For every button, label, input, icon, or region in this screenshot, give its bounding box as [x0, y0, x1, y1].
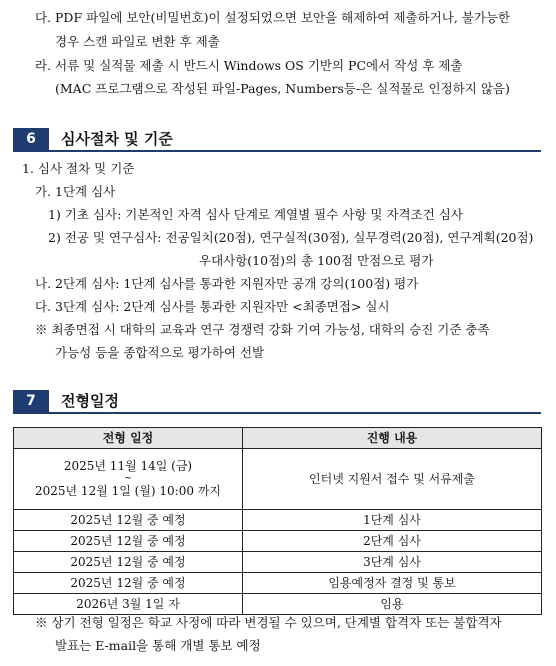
schedule-content: 인터넷 지원서 접수 및 서류제출 — [243, 449, 542, 510]
schedule-footnote-cont: 발표는 E-mail을 통해 개별 통보 예정 — [55, 638, 261, 653]
schedule-content: 임용 — [243, 594, 542, 615]
schedule-table — [13, 427, 542, 615]
date-end: 2025년 12월 1일 (월) 10:00 까지 — [34, 484, 221, 498]
note-da: 다. PDF 파일에 보안(비밀번호)이 설정되었으면 보안을 해제하여 제출하거나, 불가능한 — [35, 10, 511, 25]
table-row — [14, 531, 542, 552]
schedule-content: 1단계 심사 — [243, 510, 542, 531]
section-6-header — [13, 128, 541, 152]
schedule-date: 2025년 12월 중 예정 — [14, 531, 243, 552]
note-ra-cont: (MAC 프로그램으로 작성된 파일-Pages, Numbers등-은 실적물로 인정하지 않음) — [55, 81, 510, 96]
criteria-stage1: 가. 1단계 심사 — [35, 184, 116, 199]
criteria-note-cont: 가능성 등을 종합적으로 평가하여 선발 — [55, 345, 265, 360]
table-row — [14, 552, 542, 573]
table-row — [14, 449, 542, 510]
date-start: 2025년 11월 14일 (금) — [63, 459, 193, 473]
section-rule — [13, 412, 541, 414]
criteria-stage1-major: 2) 전공 및 연구심사: 전공일치(20점), 연구실적(30점), 실무경력(20점), 연구계획(20점) — [48, 230, 534, 245]
schedule-date: 2026년 3월 1일 자 — [14, 594, 243, 615]
section-7-header — [13, 390, 541, 414]
header-schedule: 전형 일정 — [14, 428, 243, 449]
schedule-date: 2025년 12월 중 예정 — [14, 510, 243, 531]
table-row — [14, 510, 542, 531]
schedule-content: 임용예정자 결정 및 통보 — [243, 573, 542, 594]
schedule-date: 2025년 12월 중 예정 — [14, 573, 243, 594]
criteria-stage3: 다. 3단계 심사: 2단계 심사를 통과한 지원자만 <최종면접> 실시 — [35, 299, 390, 314]
schedule-content: 3단계 심사 — [243, 552, 542, 573]
criteria-stage2: 나. 2단계 심사: 1단계 심사를 통과한 지원자만 공개 강의(100점) 평가 — [35, 276, 419, 291]
schedule-date-range — [14, 449, 243, 510]
table-row — [14, 573, 542, 594]
section-rule — [13, 150, 541, 152]
section-title: 심사절차 및 기준 — [61, 130, 173, 148]
schedule-content: 2단계 심사 — [243, 531, 542, 552]
criteria-note: ※ 최종면접 시 대학의 교육과 연구 경쟁력 강화 기여 가능성, 대학의 승진 기준 충족 — [35, 322, 490, 337]
section-number: 7 — [13, 390, 49, 412]
section-number: 6 — [13, 128, 49, 150]
table-header-row — [14, 428, 542, 449]
date-tilde: ~ — [123, 473, 133, 484]
table-row — [14, 594, 542, 615]
schedule-date: 2025년 12월 중 예정 — [14, 552, 243, 573]
criteria-stage1-basic: 1) 기초 심사: 기본적인 자격 심사 단계로 계열별 필수 사항 및 자격조건 심사 — [48, 207, 463, 222]
note-ra: 라. 서류 및 실적물 제출 시 반드시 Windows OS 기반의 PC에서 작성 후 제출 — [35, 58, 463, 73]
note-da-cont: 경우 스캔 파일로 변환 후 제출 — [55, 34, 220, 49]
schedule-footnote: ※ 상기 전형 일정은 학교 사정에 따라 변경될 수 있으며, 단계별 합격자 또는 불합격자 — [35, 615, 502, 630]
header-content: 진행 내용 — [243, 428, 542, 449]
criteria-stage1-major-cont: 우대사항(10점)의 총 100점 만점으로 평가 — [199, 253, 434, 268]
criteria-heading: 1. 심사 절차 및 기준 — [22, 161, 135, 176]
section-title: 전형일정 — [61, 392, 119, 410]
